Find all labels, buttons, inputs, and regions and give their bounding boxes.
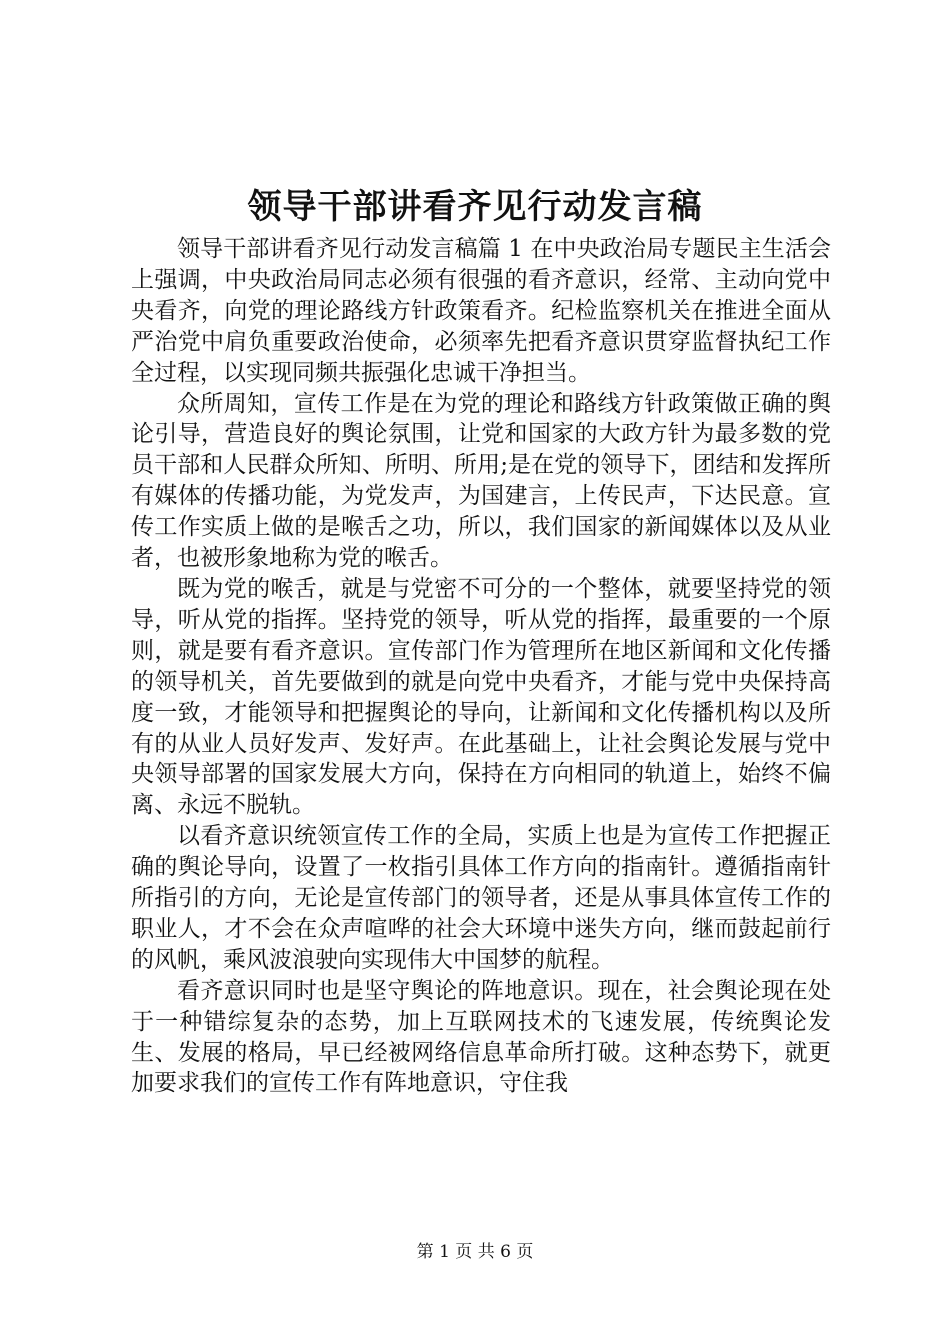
document-title: 领导干部讲看齐见行动发言稿 — [247, 187, 703, 227]
paragraph-4: 以看齐意识统领宣传工作的全局，实质上也是为宣传工作把握正确的舆论导向，设置了一枚指引具体工作方向的指南针。遵循指南针所指引的方向，无论是宣传部门的领导者，还是从事具体宣传工作的职业人，才不会在众声喧哗的社会大环境中迷失方向，继而鼓起前行的风帆，乘风波浪驶向实现伟大中国梦的航程。 — [131, 823, 831, 973]
page-footer: 第 1 页 共 6 页 — [416, 1242, 534, 1262]
paragraph-2: 众所周知，宣传工作是在为党的理论和路线方针政策做正确的舆论引导，营造良好的舆论氛围，让党和国家的大政方针为最多数的党员干部和人民群众所知、所明、所用;是在党的领导下，团结和发挥所有媒体的传播功能，为党发声，为国建言，上传民声，下达民意。宣传工作实质上做的是喉舌之功，所以，我们国家的新闻媒体以及从业者，也被形象地称为党的喉舌。 — [131, 390, 831, 572]
paragraph-3: 既为党的喉舌，就是与党密不可分的一个整体，就要坚持党的领导，听从党的指挥。坚持党的领导，听从党的指挥，最重要的一个原则，就是要有看齐意识。宣传部门作为管理所在地区新闻和文化传播的领导机关，首先要做到的就是向党中央看齐，才能与党中央保持高度一致，才能领导和把握舆论的导向，让新闻和文化传播机构以及所有的从业人员好发声、发好声。在此基础上，让社会舆论发展与党中央领导部署的国家发展大方向，保持在方向相同的轨道上，始终不偏离、永远不脱轨。 — [131, 575, 831, 819]
document-body — [131, 234, 831, 1099]
paragraph-1: 领导干部讲看齐见行动发言稿篇 1 在中央政治局专题民主生活会上强调，中央政治局同志必须有很强的看齐意识，经常、主动向党中央看齐，向党的理论路线方针政策看齐。纪检监察机关在推进全面从严治党中肩负重要政治使命，必须率先把看齐意识贯穿监督执纪工作全过程，以实现同频共振强化忠诚干净担当。 — [131, 236, 831, 386]
paragraph-5: 看齐意识同时也是坚守舆论的阵地意识。现在，社会舆论现在处于一种错综复杂的态势，加上互联网技术的飞速发展，传统舆论发生、发展的格局，早已经被网络信息革命所打破。这种态势下，就更加要求我们的宣传工作有阵地意识，守住我 — [131, 977, 831, 1097]
